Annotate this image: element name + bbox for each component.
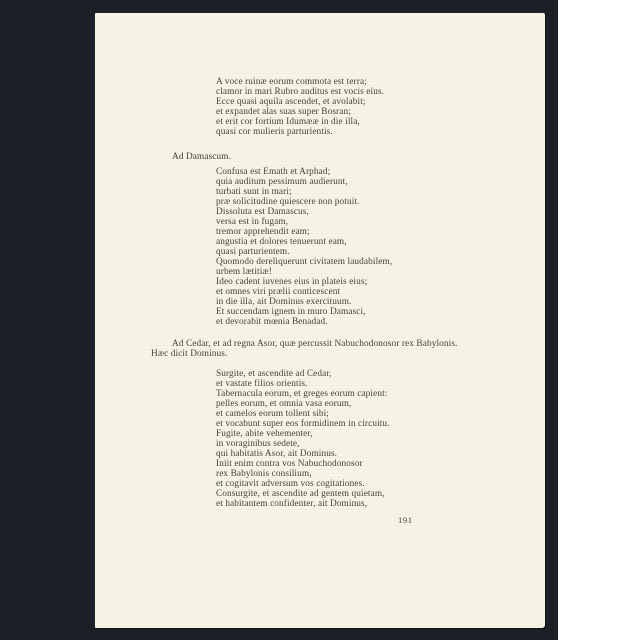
verse-line: et erit cor fortium Idumææ in die illa, (216, 117, 360, 127)
verse-line: et cogitavit adversum vos cogitationes. (216, 479, 365, 489)
page-number: 191 (398, 515, 413, 525)
verse-line: Surgite, et ascendite ad Cedar, (216, 369, 332, 379)
verse-line: Ideo cadent iuvenes eius in plateis eius; (216, 277, 368, 287)
verse-line: Et succendam ignem in muro Damasci, (216, 307, 366, 317)
verse-line: clamor in mari Rubro auditus est vocis eius. (216, 87, 385, 97)
verse-line: qui habitatis Asor, ait Dominus. (216, 449, 338, 459)
verse-line: et expandet alas suas super Bosran; (216, 107, 351, 117)
verse-line: Quomodo dereliquerunt civitatem laudabilem, (216, 257, 393, 267)
verse-line: Iniit enim contra vos Nabuchodonosor (216, 459, 363, 469)
verse-line: quasi cor mulieris parturientis. (216, 127, 333, 137)
verse-line: et camelos eorum tollent sibi; (216, 409, 329, 419)
verse-line: et habitantem confidenter, ait Dominus, (216, 499, 368, 509)
paragraph-line: Hæc dicit Dominus. (151, 349, 228, 359)
verse-line: Ecce quasi aquila ascendet, et avolabit; (216, 97, 366, 107)
verse-line: Consurgite, et ascendite ad gentem quietam, (216, 489, 385, 499)
book-page (95, 13, 545, 628)
verse-line: in die illa, ait Dominus exercituum. (216, 297, 352, 307)
verse-line: quasi parturientem. (216, 247, 290, 257)
verse-line: et devorabit mœnia Benadad. (216, 317, 328, 327)
verse-line: angustia et dolores tenuerunt eam, (216, 237, 347, 247)
verse-block-2 (216, 167, 392, 327)
verse-line: A voce ruinæ eorum commota est terra; (216, 77, 367, 87)
verse-line: rex Babylonis consilium, (216, 469, 312, 479)
section-heading-damascum: Ad Damascum. (172, 152, 232, 162)
verse-line: Dissoluta est Damascus, (216, 207, 309, 217)
verse-line: turbati sunt in mari; (216, 187, 292, 197)
verse-line: et vocabunt super eos formidinem in circuitu. (216, 419, 390, 429)
paragraph-line: Ad Cedar, et ad regna Asor, quæ percussit Nabuchodonosor rex Babylonis. (172, 339, 458, 349)
verse-line: præ solicitudine quiescere non potuit. (216, 197, 360, 207)
verse-block-1 (216, 77, 384, 137)
verse-line: versa est in fugam, (216, 217, 289, 227)
verse-line: et omnes viri prælii conticescent (216, 287, 341, 297)
prose-paragraph-cedar (151, 339, 457, 359)
verse-line: Fugite, abite vehementer, (216, 429, 313, 439)
verse-line: tremor apprehendit eam; (216, 227, 310, 237)
verse-line: et vastate filios orientis. (216, 379, 308, 389)
verse-block-3 (216, 369, 390, 509)
verse-line: quia auditum pessimum audierunt, (216, 177, 348, 187)
verse-line: urbem lætitiæ! (216, 267, 272, 277)
verse-line: pelles eorum, et omnia vasa eorum, (216, 399, 352, 409)
verse-line: in voraginibus sedete, (216, 439, 300, 449)
verse-line: Confusa est Emath et Arphad; (216, 167, 331, 177)
verse-line: Tabernacula eorum, et greges eorum capient: (216, 389, 388, 399)
